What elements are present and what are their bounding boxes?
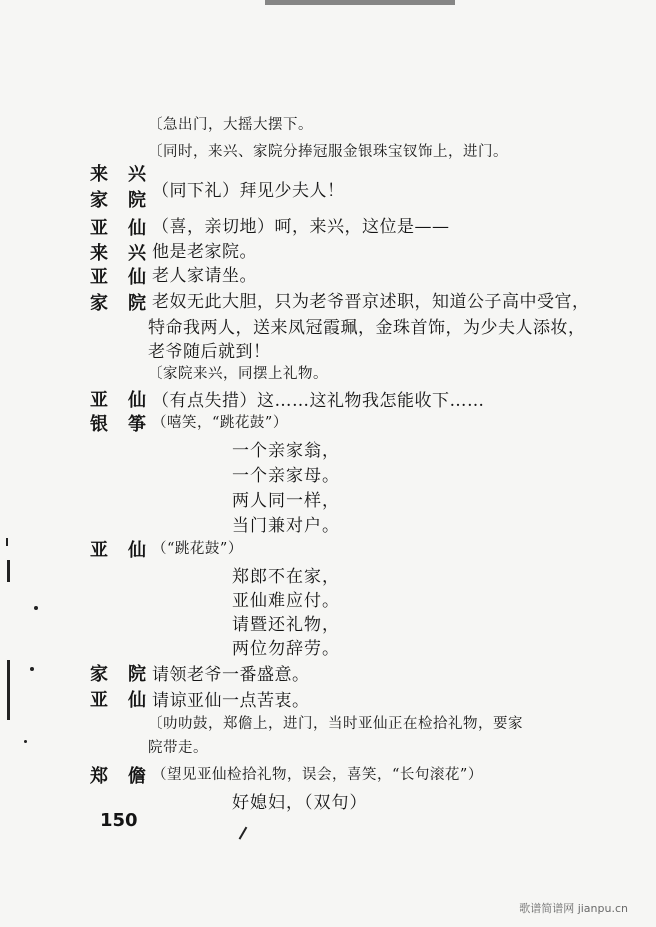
speaker-name: 家 院 (90, 293, 146, 314)
scan-mark (34, 606, 38, 610)
dialogue-text: 请谅亚仙一点苦衷。 (152, 691, 310, 711)
scan-mark (7, 560, 10, 582)
dialogue-text-continued: 老爷随后就到！ (148, 342, 271, 362)
speaker-name: 来 兴 (90, 243, 146, 264)
scan-mark (7, 660, 10, 720)
dialogue-text: 老奴无此大胆，只为老爷晋京述职，知道公子高中受官， (152, 292, 590, 312)
dialogue-text: （同下礼）拜见少夫人！ (152, 181, 345, 201)
dialogue-text: （“跳花鼓”） (152, 541, 243, 557)
speaker-name: 家 院 (90, 664, 146, 685)
speaker-name: 家 院 (90, 190, 146, 211)
dialogue-text: （嘻笑，“跳花鼓”） (152, 415, 288, 431)
stage-direction: 〔叻叻鼓，郑儋上，进门，当时亚仙正在检拾礼物，要家 (148, 716, 523, 732)
scan-mark (239, 827, 247, 840)
verse-line: 两人同一样， (232, 491, 340, 511)
speaker-name: 亚 仙 (90, 390, 146, 411)
stage-direction-continued: 院带走。 (148, 740, 208, 756)
scan-mark (6, 538, 8, 546)
dialogue-text: （喜，亲切地）呵，来兴，这位是—— (152, 217, 450, 237)
verse-line: 郑郎不在家， (232, 567, 340, 587)
verse-line: 亚仙难应付。 (232, 591, 340, 611)
dialogue-text: 请领老爷一番盛意。 (152, 665, 310, 685)
page-number: 150 (100, 810, 138, 831)
stage-direction: 〔同时，来兴、家院分捧冠服金银珠宝钗饰上，进门。 (148, 144, 508, 160)
dialogue-text: 老人家请坐。 (152, 266, 257, 286)
verse-line: 一个亲家翁， (232, 441, 340, 461)
dialogue-text: 他是老家院。 (152, 242, 257, 262)
stage-direction: 〔家院来兴，同摆上礼物。 (148, 366, 328, 382)
dialogue-text: （有点失措）这……这礼物我怎能收下…… (152, 391, 485, 411)
speaker-name: 亚 仙 (90, 267, 146, 288)
speaker-name: 亚 仙 (90, 540, 146, 561)
speaker-name: 亚 仙 (90, 218, 146, 239)
speaker-name: 郑 儋 (90, 766, 146, 787)
verse-line: 当门兼对户。 (232, 516, 340, 536)
verse-line: 一个亲家母。 (232, 466, 340, 486)
verse-line: 请暨还礼物， (232, 615, 340, 635)
scan-mark (30, 667, 34, 671)
scan-mark (24, 740, 27, 743)
speaker-name: 亚 仙 (90, 690, 146, 711)
scan-edge-mark (265, 0, 455, 5)
speaker-name: 来 兴 (90, 164, 146, 185)
dialogue-text-continued: 特命我两人，送来凤冠霞珮，金珠首饰，为少夫人添妆， (148, 318, 586, 338)
verse-line: 好媳妇，（双句） (232, 793, 368, 813)
watermark: 歌谱简谱网 jianpu.cn (519, 902, 628, 915)
verse-line: 两位勿辞劳。 (232, 639, 340, 659)
dialogue-text: （望见亚仙检拾礼物，误会，喜笑，“长句滚花”） (152, 767, 483, 783)
stage-direction: 〔急出门，大摇大摆下。 (148, 117, 313, 133)
speaker-name: 银 筝 (90, 414, 146, 435)
